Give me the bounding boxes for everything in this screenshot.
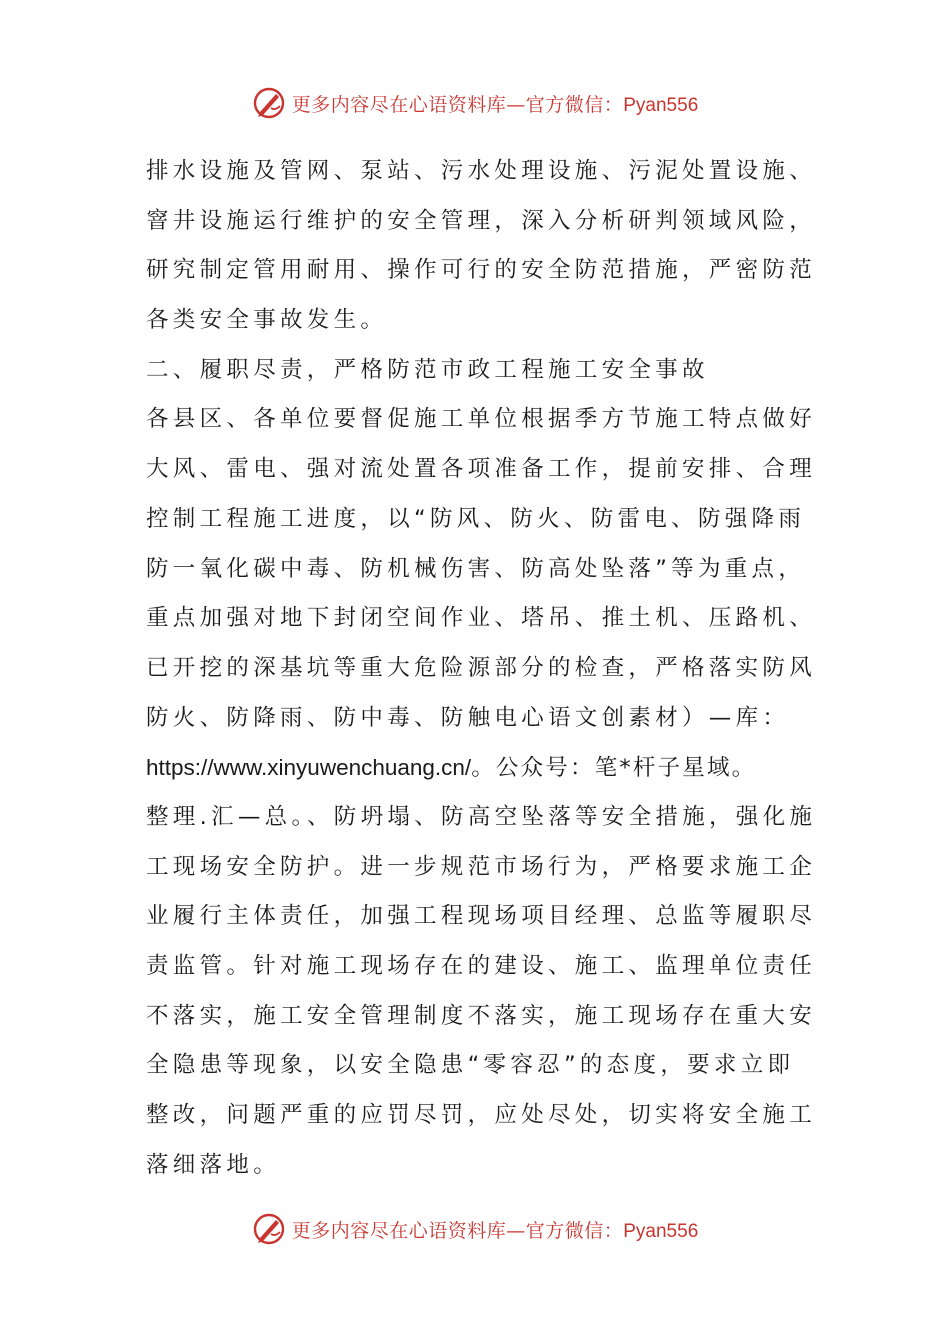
body-line: 全隐患等现象，以安全隐患“零容忍”的态度，要求立即 [146,1052,795,1079]
wechat-id: Pyan556 [623,1220,699,1242]
body-line: 防一氧化碳中毒、防机械伤害、防高处坠落”等为重点， [146,555,806,582]
section-heading: 二、履职尽责，严格防范市政工程施工安全事故 [146,356,709,383]
pen-seal-logo-icon [252,86,286,120]
body-line: 整改，问题严重的应罚尽罚，应处尽处，切实将安全施工 [146,1102,817,1129]
body-line: 各县区、各单位要督促施工单位根据季方节施工特点做好 [146,406,817,433]
body-line: 窨井设施运行维护的安全管理，深入分析研判领域风险， [146,207,817,234]
body-line: 研究制定管用耐用、操作可行的安全防范措施，严密防范 [146,257,817,284]
source-url-link[interactable]: https://www.xinyuwenchuang.cn/ [146,755,472,781]
banner-text: 更多内容尽在心语资料库—官方微信：Pyan556 [291,1219,699,1242]
body-line: 整理.汇—总。、防坍塌、防高空坠落等安全措施，强化施 [146,803,817,830]
header-banner [0,83,950,123]
body-line: 不落实，施工安全管理制度不落实，施工现场存在重大安 [146,1002,817,1029]
body-line: 业履行主体责任，加强工程现场项目经理、总监等履职尽 [146,903,817,930]
banner-text: 更多内容尽在心语资料库—官方微信：Pyan556 [291,93,699,116]
url-line [146,743,826,793]
body-line: 大风、雷电、强对流处置各项准备工作，提前安排、合理 [146,456,817,483]
body-line: 已开挖的深基坑等重大危险源部分的检查，严格落实防风 [146,654,817,681]
body-line: 落细落地。 [146,1151,281,1178]
body-line: 防火、防降雨、防中毒、防触电心语文创素材）—库： [146,704,790,731]
footer-banner [0,1209,950,1249]
document-body [146,147,826,1190]
body-line: 各类安全事故发生。 [146,307,388,334]
body-line: 重点加强对地下封闭空间作业、塔吊、推土机、压路机、 [146,605,817,632]
body-line: 控制工程施工进度，以“防风、防火、防雷电、防强降雨 [146,505,806,532]
url-suffix: 。公众号：笔*杆子星域。 [471,755,757,782]
body-line: 排水设施及管网、泵站、污水处理设施、污泥处置设施、 [146,158,817,184]
wechat-id: Pyan556 [623,94,699,116]
body-line: 工现场安全防护。进一步规范市场行为，严格要求施工企 [146,853,817,880]
pen-seal-logo-icon [252,1212,286,1246]
body-line: 责监管。针对施工现场存在的建设、施工、监理单位责任 [146,953,817,979]
